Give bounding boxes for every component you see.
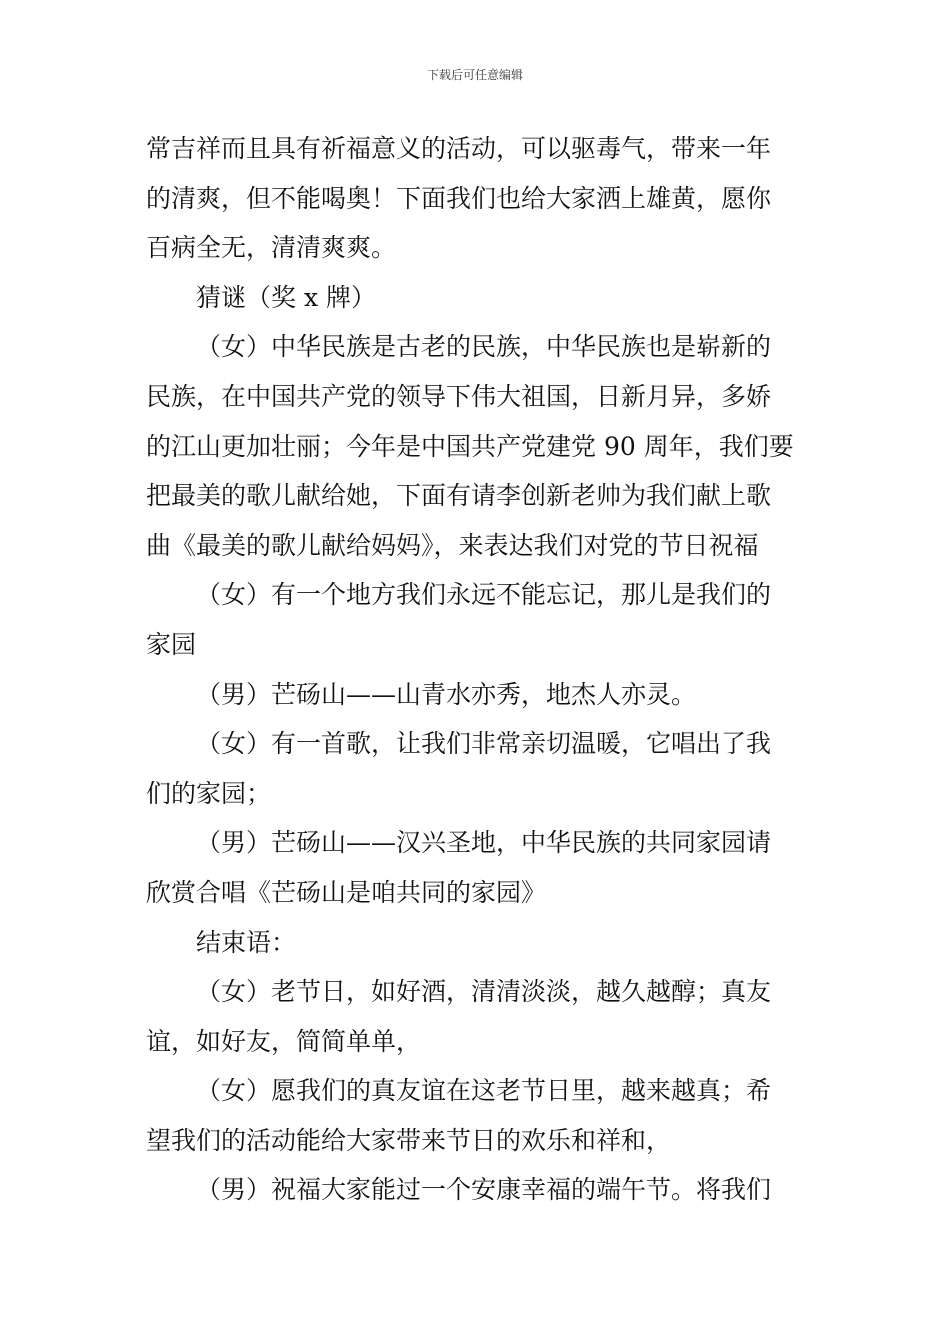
text-line: 结束语： (196, 927, 297, 957)
text-line: （女）有一首歌，让我们非常亲切温暖，它唱出了我 (196, 729, 772, 759)
paragraph (146, 322, 806, 570)
paragraph (146, 124, 806, 273)
text-line: （女）中华民族是古老的民族，中华民族也是崭新的 (196, 332, 772, 362)
paragraph (146, 1165, 806, 1215)
text-line: 猜谜（奖 x 牌） (196, 282, 376, 312)
paragraph (146, 719, 806, 818)
text-line: （女）老节日，如好酒，清清淡淡，越久越醇；真友 (196, 977, 772, 1007)
text-line: 的江山更加壮丽；今年是中国共产党建党 90 周年，我们要 (146, 431, 794, 461)
paragraph (146, 670, 806, 720)
text-line: 欣赏合唱《芒砀山是咱共同的家园》 (146, 877, 547, 907)
paragraph (146, 967, 806, 1066)
text-line: 望我们的活动能给大家带来节日的欢乐和祥和， (146, 1125, 672, 1155)
paragraph (146, 918, 806, 968)
text-line: （男）芒砀山——山青水亦秀，地杰人亦灵。 (196, 679, 697, 709)
text-line: （男）祝福大家能过一个安康幸福的端午节。将我们 (196, 1175, 772, 1205)
text-line: 曲《最美的歌儿献给妈妈》，来表达我们对党的节日祝福 (146, 530, 759, 560)
text-line: （女）愿我们的真友谊在这老节日里，越来越真；希 (196, 1076, 772, 1106)
paragraph (146, 273, 806, 323)
paragraph (146, 1066, 806, 1165)
text-line: 把最美的歌儿献给她，下面有请李创新老帅为我们献上歌 (146, 481, 772, 511)
document-body (146, 124, 806, 1215)
text-line: 百病全无，清清爽爽。 (146, 233, 397, 263)
text-line: 常吉祥而且具有祈福意义的活动，可以驱毒气，带来一年 (146, 134, 772, 163)
text-line: 谊，如好友，简简单单， (146, 1026, 422, 1056)
text-line: 家园 (146, 629, 197, 659)
text-line: （女）有一个地方我们永远不能忘记，那儿是我们的 (196, 580, 772, 610)
text-line: 民族，在中国共产党的领导下伟大祖国，日新月异，多娇 (146, 381, 772, 411)
paragraph (146, 570, 806, 669)
paragraph (146, 818, 806, 917)
text-line: 们的家园； (146, 778, 272, 808)
page-header: 下载后可任意编辑 (426, 68, 523, 82)
text-line: （男）芒砀山——汉兴圣地，中华民族的共同家园请 (196, 828, 772, 858)
text-line: 的清爽，但不能喝奥！下面我们也给大家洒上雄黄，愿你 (146, 183, 772, 213)
